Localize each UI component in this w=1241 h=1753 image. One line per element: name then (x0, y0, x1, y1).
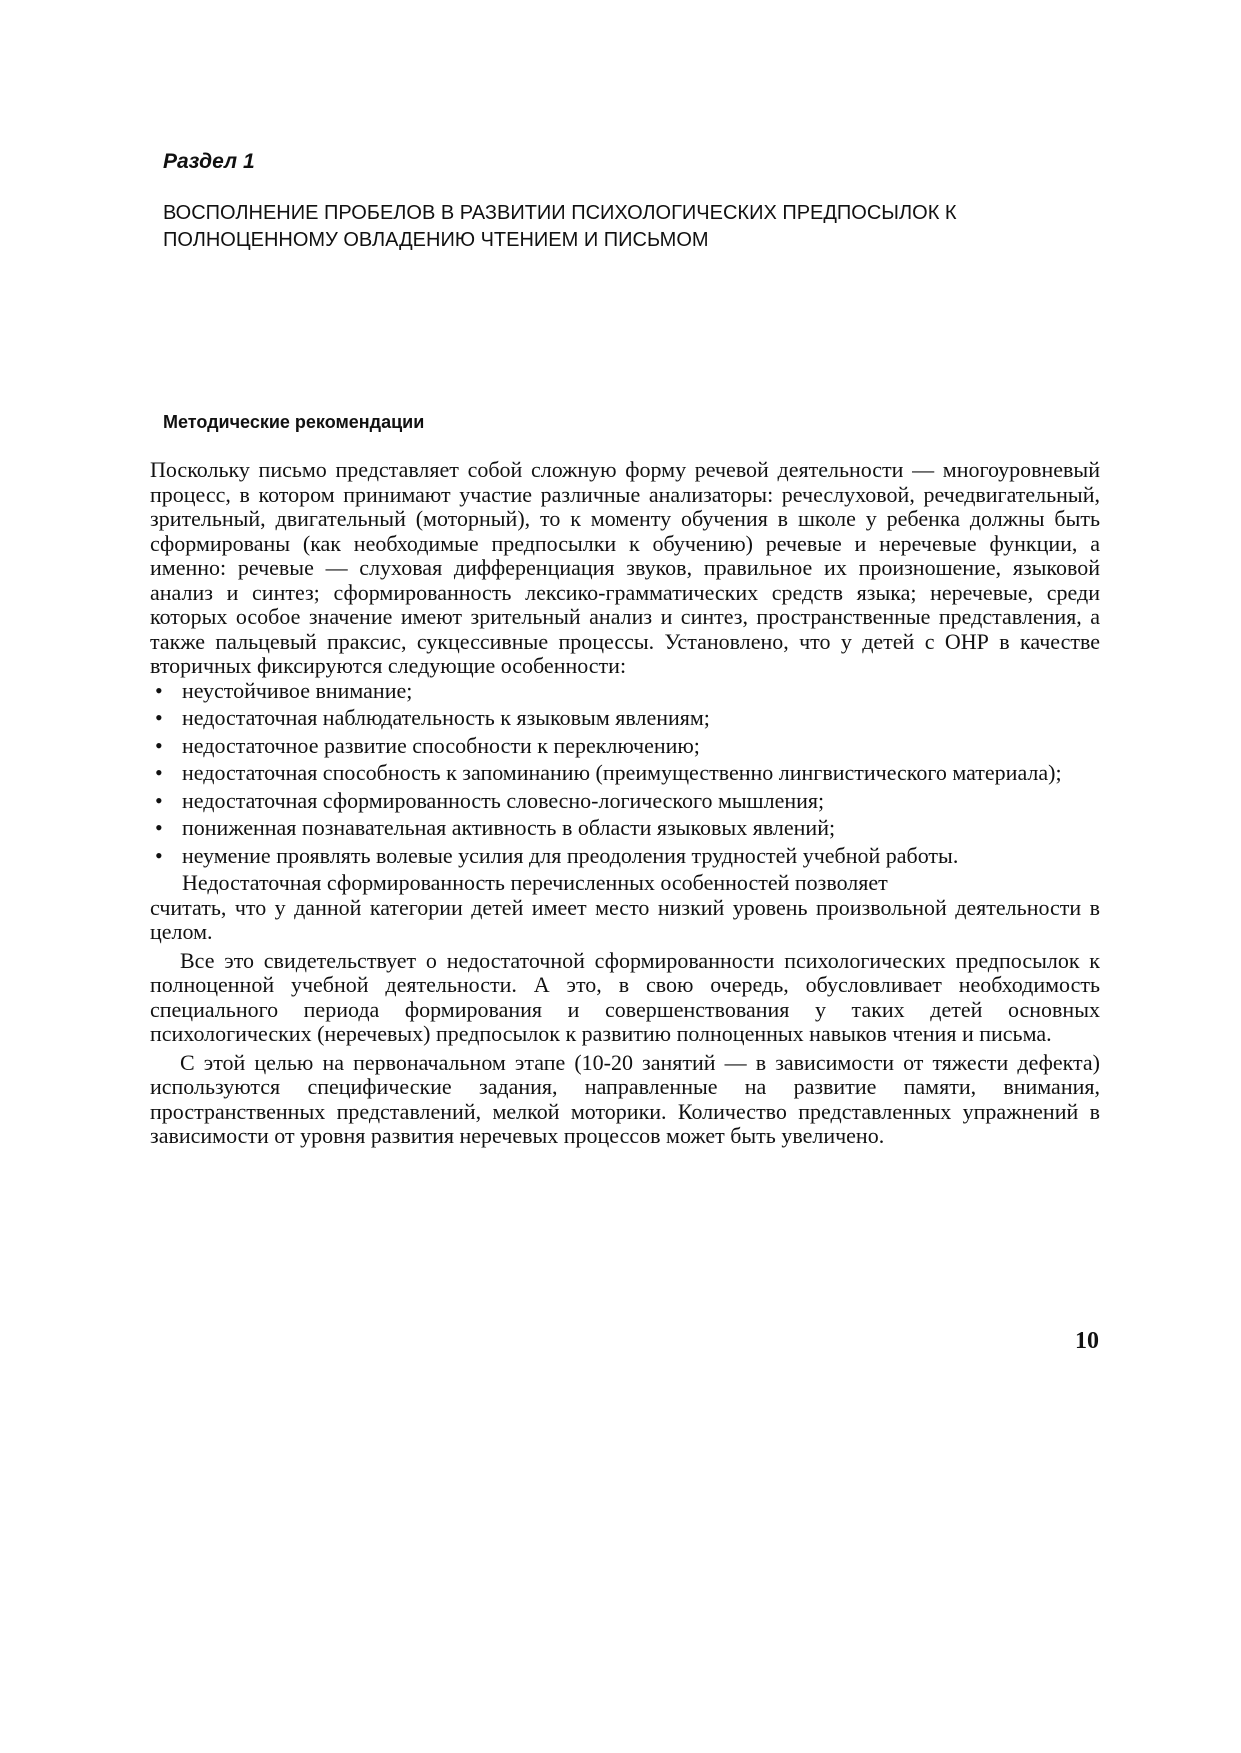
list-item: • недостаточная наблюдательность к языковым явлениям; (155, 705, 710, 730)
section-label: Раздел 1 (163, 150, 255, 173)
section-title-line: ВОСПОЛНЕНИЕ ПРОБЕЛОВ В РАЗВИТИИ ПСИХОЛОГИЧЕСКИХ ПРЕДПОСЫЛОК К (163, 202, 957, 224)
list-item: • неустойчивое внимание; (155, 677, 413, 703)
list-item: • недостаточная сформированность словесно-логического мышления; (155, 787, 825, 813)
bullet-icon: • (155, 842, 163, 868)
subsection-title: Методические рекомендации (163, 412, 425, 432)
section-title (163, 200, 1093, 254)
list-item: • недостаточная способность к запоминанию (преимущественно лингвистического материала); (155, 760, 1062, 785)
bullet-icon: • (155, 732, 163, 758)
list-item: • пониженная познавательная активность в области языковых явлений; (155, 815, 836, 840)
paragraph-2: считать, что у данной категории детей имеет место низкий уровень произвольной деятельности в целом. (150, 894, 1100, 944)
paragraph-2-first-line: Недостаточная сформированность перечисленных особенностей позволяет (182, 870, 888, 895)
bullet-icon: • (155, 815, 163, 840)
body-text (150, 458, 1100, 1149)
paragraph-3: Все это свидетельствует о недостаточной сформированности психологических предпосылок к полноценной учебной деятельности. А это, в свою очередь, обусловливает необходимость специального периода формирования и совершенствования у таких детей основных психологических (неречевых) предпосылок к развитию полноценных навыков чтения и письма. (150, 947, 1100, 1046)
bullet-icon: • (155, 787, 163, 813)
list-item: • недостаточное развитие способности к переключению; (155, 732, 700, 758)
bullet-icon: • (155, 760, 163, 785)
features-list (150, 679, 1100, 869)
paragraph-4: С этой целью на первоначальном этапе (10-20 занятий — в зависимости от тяжести дефекта) используются специфические задания, направленные на развитие памяти, внимания, пространственных представлений, мелкой моторики. Количество представленных упражнений в зависимости от уровня развития неречевых процессов может быть увеличено. (150, 1049, 1100, 1148)
page-number: 10 (1075, 1328, 1099, 1354)
bullet-icon: • (155, 677, 163, 703)
bullet-icon: • (155, 705, 163, 730)
section-title-line: ПОЛНОЦЕННОМУ ОВЛАДЕНИЮ ЧТЕНИЕМ И ПИСЬМОМ (163, 229, 709, 251)
intro-paragraph: Поскольку письмо представляет собой сложную форму речевой деятельности — многоуровневый процесс, в котором принимают участие различные анализаторы: речеслуховой, речедвигательный, зрительный, двигательный (моторный), то к моменту обучения в школе у ребенка должны быть сформированы (как необходимые предпосылки к обучению) речевые и неречевые функции, а именно: речевые — слуховая дифференциация звуков, правильное их произношение, языковой анализ и синтез; сформированность лексико-грамматических средств языка; неречевые, среди которых особое значение имеют зрительный анализ и синтез, пространственные представления, а также пальцевый праксис, сукцессивные процессы. Установлено, что у детей с ОНР в качестве вторичных фиксируются следующие особенности: (150, 457, 1100, 678)
list-item: • неумение проявлять волевые усилия для преодоления трудностей учебной работы. (155, 842, 959, 868)
